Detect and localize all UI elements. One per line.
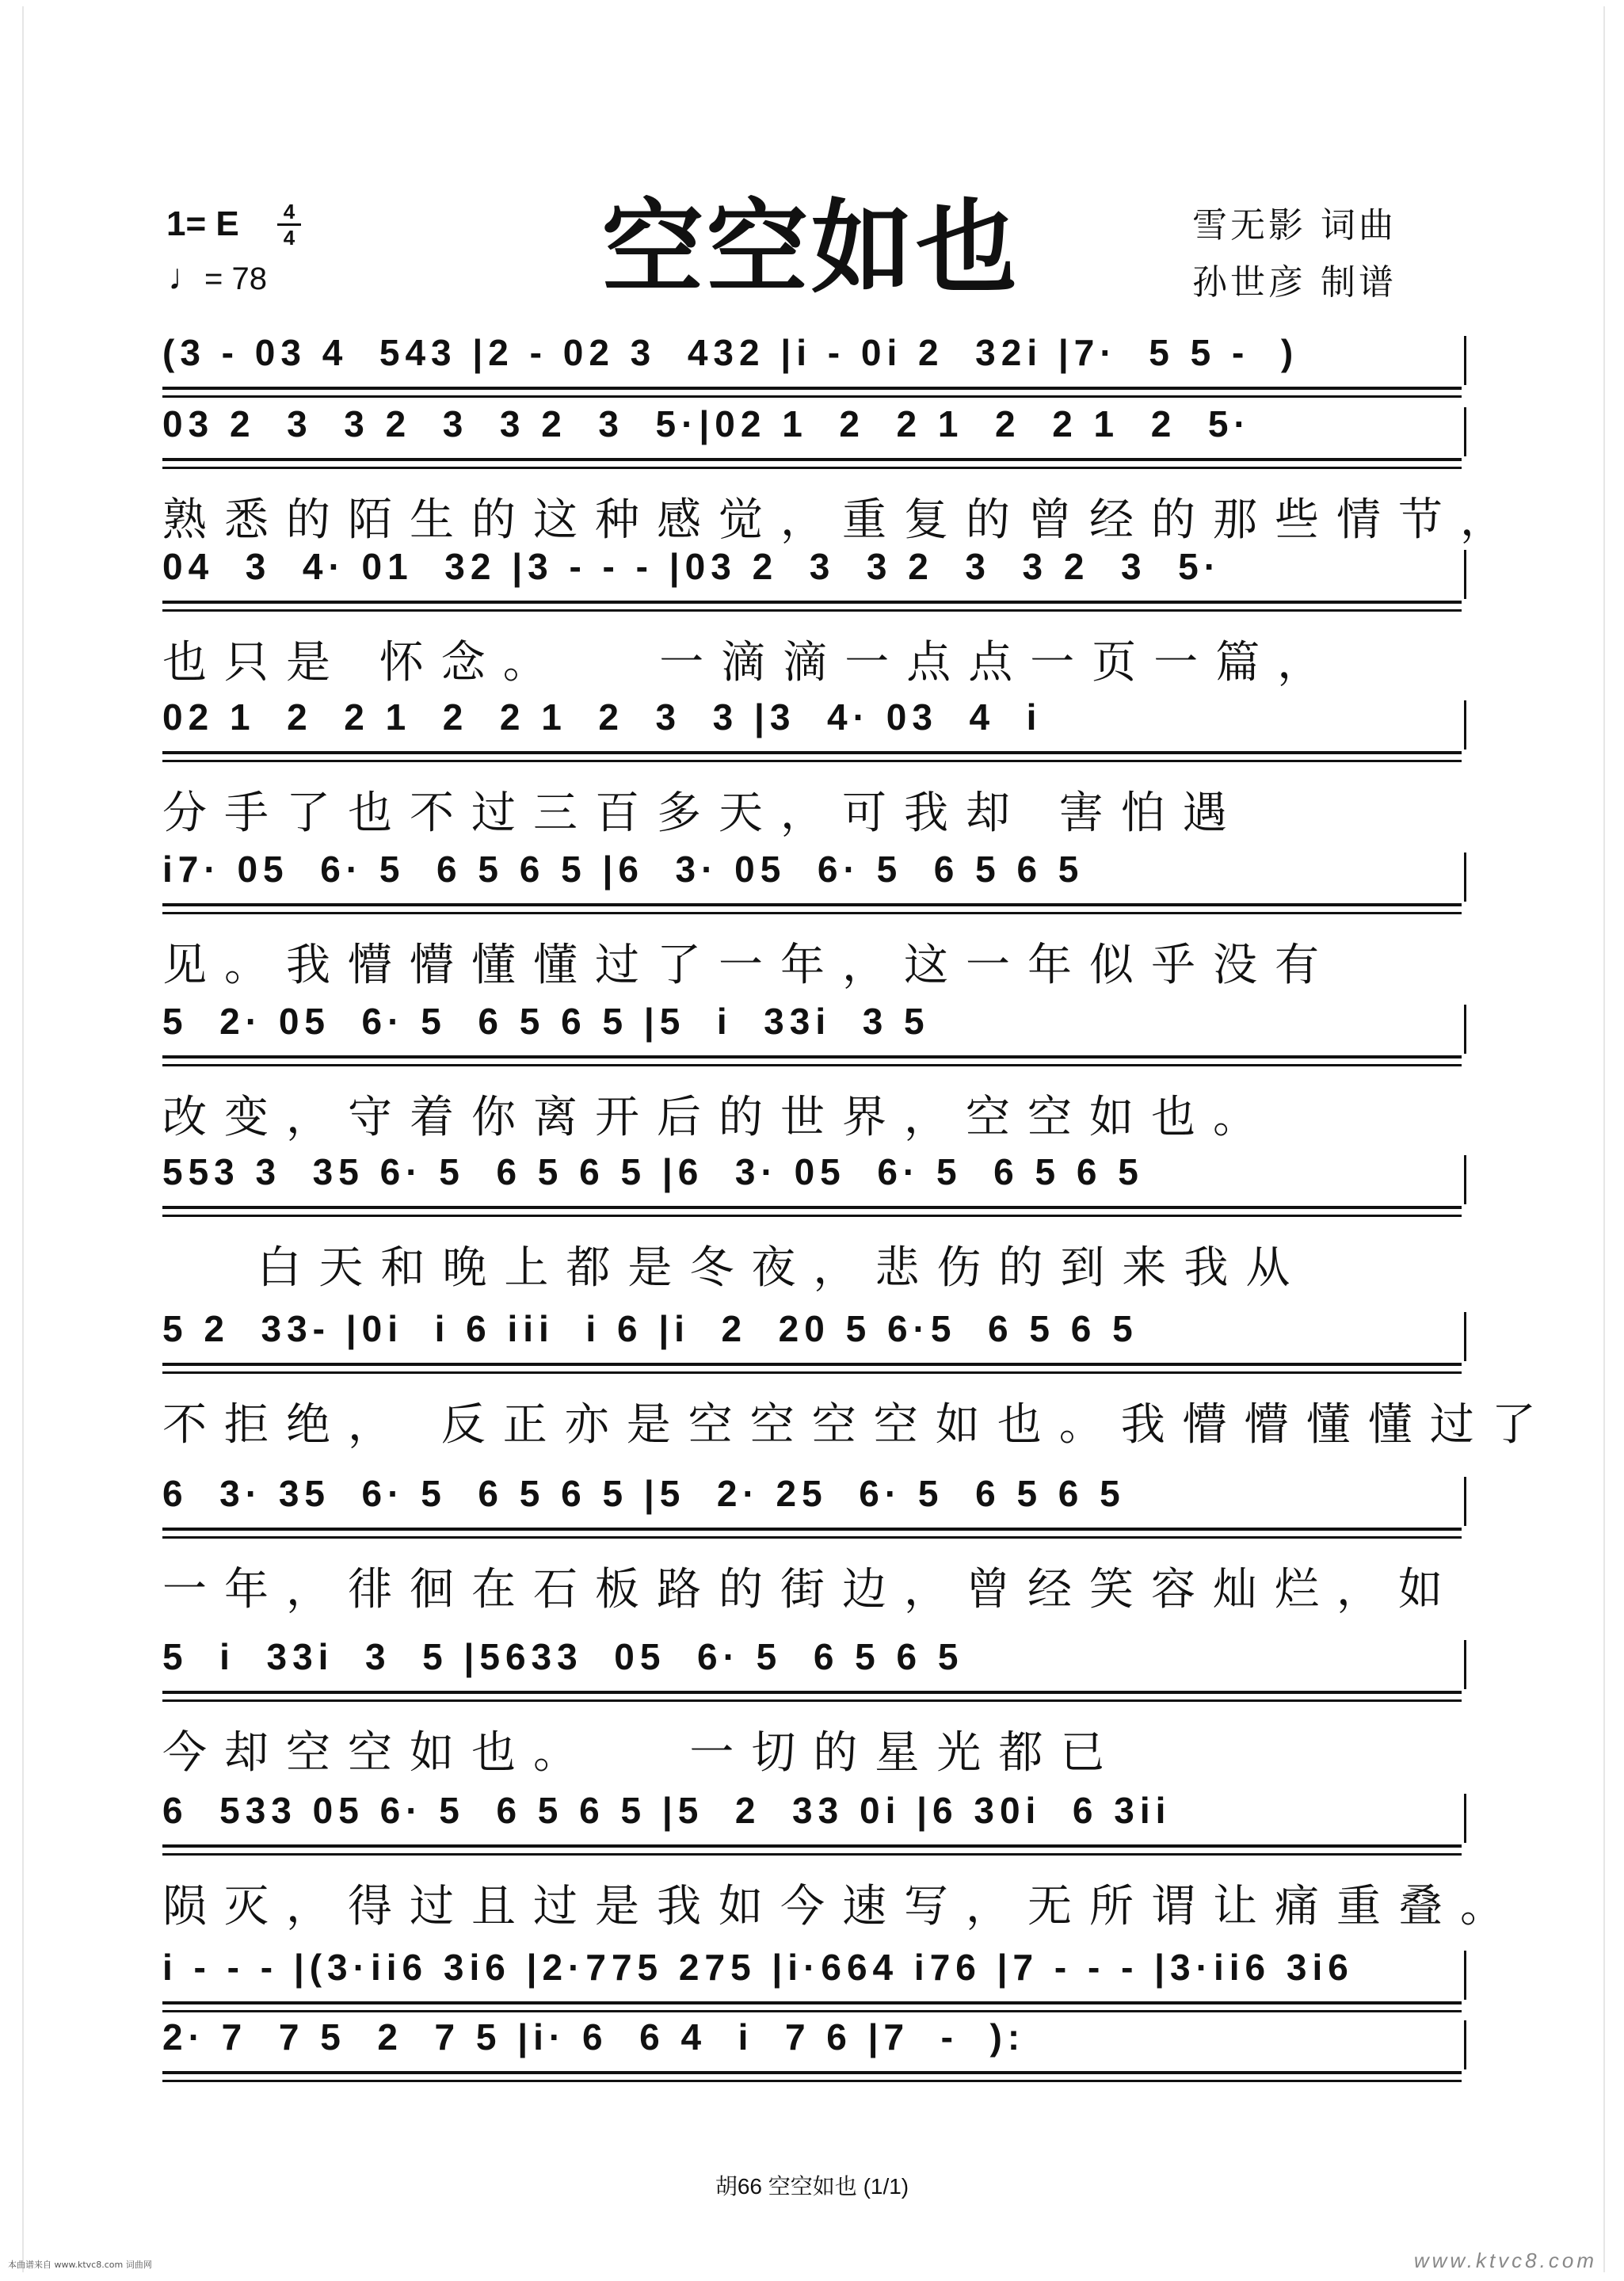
- jianpu-notes: 6 533 05 6· 5 6 5 6 5 |5 2 33 0i |6 30i 6 3ii: [162, 1789, 1462, 1848]
- jianpu-notes: i - - - |(3·ii6 3i6 |2·775 275 |i·664 i76 |7 - - - |3·ii6 3i6: [162, 1946, 1462, 2004]
- score-system-5: [162, 848, 1462, 994]
- jianpu-notes: 04 3 4· 01 32 |3 - - - |03 2 3 3 2 3 3 2 3 5·: [162, 545, 1462, 604]
- lyrics-line: 改变，守着你离开后的世界，空空如也。: [162, 1092, 1275, 1143]
- jianpu-notes: 5 2· 05 6· 5 6 5 6 5 |5 i 33i 3 5: [162, 1000, 1462, 1058]
- jianpu-notes: 5 i 33i 3 5 |5633 05 6· 5 6 5 6 5: [162, 1635, 1462, 1694]
- barline-end: [1464, 1951, 1466, 2000]
- score-system-10: [162, 1635, 1462, 1781]
- score-system-8: [162, 1307, 1553, 1453]
- credit-lyrics-music: 雪无影 词曲: [1192, 205, 1397, 246]
- jianpu-notes: 03 2 3 3 2 3 3 2 3 5·|02 1 2 2 1 2 2 1 2 5·: [162, 402, 1462, 461]
- lyrics-line: 白天和晚上都是冬夜，悲伤的到来我从: [162, 1242, 1308, 1294]
- lyrics-line: 分手了也不过三百多天，可我却 害怕遇: [162, 788, 1245, 839]
- barline-end: [1464, 550, 1466, 599]
- lyrics-line: 今却空空如也。 一切的星光都已: [162, 1727, 1123, 1779]
- lyrics-line: 不拒绝， 反正亦是空空空空如也。我懵懵懂懂过了: [162, 1399, 1553, 1451]
- jianpu-notes: i7· 05 6· 5 6 5 6 5 |6 3· 05 6· 5 6 5 6 5: [162, 848, 1462, 906]
- side-watermark-right: [1603, 0, 1621, 2281]
- jianpu-notes: 6 3· 35 6· 5 6 5 6 5 |5 2· 25 6· 5 6 5 6 5: [162, 1472, 1462, 1531]
- lyrics-line: 陨灭，得过且过是我如今速写，无所谓让痛重叠。: [162, 1881, 1522, 1932]
- lyrics-line: 一年，徘徊在石板路的街边，曾经笑容灿烂，如: [162, 1564, 1460, 1615]
- site-logo-url: www.ktvc8.com: [1413, 2249, 1597, 2272]
- key-signature: 1= E: [166, 204, 239, 243]
- barline-end: [1464, 407, 1466, 456]
- jianpu-notes: (3 - 03 4 543 |2 - 02 3 432 |i - 0i 2 32i |7· 5 5 - ): [162, 331, 1462, 390]
- jianpu-notes: 02 1 2 2 1 2 2 1 2 3 3 |3 4· 03 4 i: [162, 696, 1462, 754]
- page-footer: 胡66 空空如也 (1/1): [715, 2174, 909, 2199]
- barline-end: [1464, 1794, 1466, 1843]
- barline-end: [1464, 1005, 1466, 1054]
- jianpu-notes: 553 3 35 6· 5 6 5 6 5 |6 3· 05 6· 5 6 5 6 5: [162, 1150, 1462, 1209]
- site-credit-left: 本曲谱来自 www.ktvc8.com 词曲网: [8, 2260, 152, 2270]
- score-system-7: [162, 1150, 1462, 1296]
- time-signature-bottom: 4: [283, 226, 295, 250]
- barline-end: [1464, 853, 1466, 902]
- time-signature: [276, 200, 303, 250]
- side-watermark-left: [3, 0, 21, 2281]
- score-system-4: [162, 696, 1462, 841]
- song-title: 空空如也: [602, 189, 1021, 307]
- barline-end: [1464, 700, 1466, 750]
- quarter-note-icon: ♩: [168, 256, 204, 297]
- score-system-3: [162, 545, 1462, 691]
- barline-end: [1464, 1155, 1466, 1204]
- jianpu-notes: 5 2 33- |0i i 6 iii i 6 |i 2 20 5 6·5 6 5 6 5: [162, 1307, 1462, 1366]
- barline-end: [1464, 2020, 1466, 2069]
- jianpu-notes: 2· 7 7 5 2 7 5 |i· 6 6 4 i 7 6 |7 - ):: [162, 2016, 1462, 2074]
- tempo-mark: [168, 255, 267, 298]
- barline-end: [1464, 1477, 1466, 1526]
- lyrics-line: 也只是 怀念。 一滴滴一点点一页一篇，: [162, 637, 1340, 688]
- lyrics-line: 熟悉的陌生的这种感觉，重复的曾经的那些情节，: [162, 494, 1522, 546]
- credit-score: 孙世彦 制谱: [1192, 262, 1397, 303]
- tempo-value: = 78: [204, 261, 267, 296]
- score-system-13: [162, 2016, 1462, 2074]
- barline-end: [1464, 1312, 1466, 1361]
- score-system-12: [162, 1946, 1462, 2004]
- score-system-11: [162, 1789, 1522, 1935]
- score-system-6: [162, 1000, 1462, 1146]
- time-signature-top: 4: [283, 200, 295, 223]
- score-system-1: [162, 331, 1462, 390]
- score-system-9: [162, 1472, 1462, 1618]
- score-system-2: [162, 402, 1522, 548]
- lyrics-line: 见。我懵懵懂懂过了一年，这一年似乎没有: [162, 940, 1336, 991]
- barline-end: [1464, 336, 1466, 385]
- barline-end: [1464, 1640, 1466, 1689]
